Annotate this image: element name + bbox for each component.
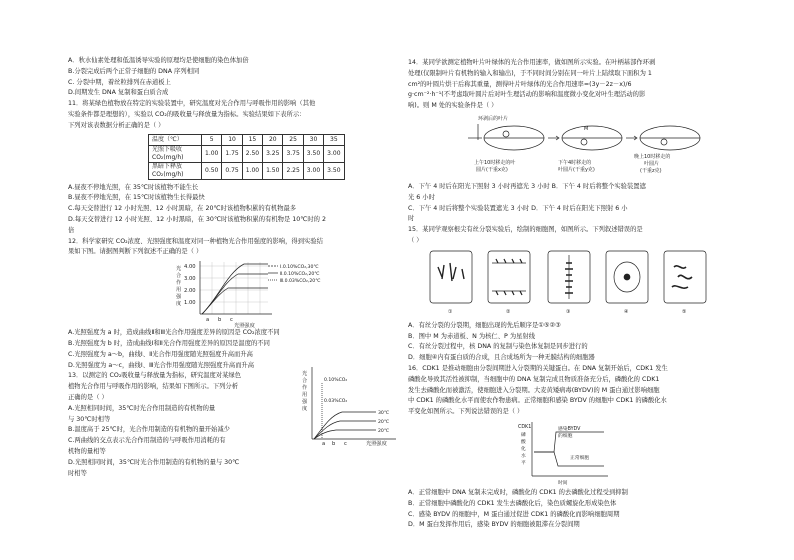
- stem-line: 下列对该表数据分析正确的是（ ）: [68, 121, 165, 129]
- q14-leaf-diagram: [408, 112, 734, 182]
- ylabel-char: 作: [302, 385, 308, 392]
- stem-line: 实验条件都是理想的），实验以 CO₂的吸收量与释放量为指标。实验结果如下表所示：: [68, 110, 306, 118]
- stem-line: 正确的是（ ）: [68, 393, 108, 401]
- option-line: C．下午 4 时后将整个实验装置遮光 3 小时 D．下午 4 时后在阳光下照射 6 小: [408, 204, 628, 212]
- ylabel-char: 水: [521, 453, 526, 459]
- option-line: 机物的量相等: [68, 447, 106, 455]
- table-cell: 5: [202, 134, 222, 145]
- q15-cell-diagrams: [408, 247, 734, 321]
- q11-stem: [68, 99, 390, 131]
- option-line: D.每天交替进行 12 小时光照、12 小时黑暗，在 30℃时该植物积累的有机物是 10℃时的 2: [68, 215, 326, 223]
- series-label: 的细胞: [558, 433, 573, 439]
- stem-line: 13．以测定的 CO₂吸收量与释放量为指标，研究温度对某绿色: [68, 372, 242, 380]
- stem-line: 15．某同学观察根尖有丝分裂实验后，绘制的细胞图，如图所示。下列叙述错误的是: [408, 226, 643, 234]
- table-cell: 3.50: [324, 162, 344, 179]
- ylabel-char: 平: [521, 460, 526, 466]
- ytick-label: 3.00: [184, 276, 196, 283]
- q16-graph: [408, 418, 734, 488]
- stem-line: 11．将某绿色植物放在特定的实验装置中，研究温度对光合作用与呼吸作用的影响（其他: [68, 100, 316, 108]
- xtick-label: c: [344, 441, 347, 448]
- legend-entry: 0.10%CO₂: [324, 378, 348, 384]
- row-label-line: CO₂(mg/h): [152, 153, 184, 161]
- xaxis-label: 时间: [558, 480, 568, 486]
- xtick-label: a: [322, 441, 326, 448]
- option-line: 与 30℃时相等: [68, 415, 111, 423]
- option-line: A．下午 4 时后在阳光下照射 3 小时再遮光 3 小时 B．下午 4 时后将整个实验装置遮: [408, 182, 646, 190]
- stem-line: 16．CDK1 是推动细胞由分裂间期进入分裂期的关键蛋白。在 DNA 复制开始后，CDK1 发生: [408, 364, 668, 372]
- table-row-label: [149, 145, 202, 162]
- chromosomes-1: [438, 263, 464, 281]
- stem-line: 平变化如图所示。下列说法错误的是（ ）: [408, 408, 524, 416]
- option-line: C.光照强度为 a～b，曲线Ⅰ、Ⅱ光合作用强度随光照强度升高而升高: [68, 350, 253, 358]
- nucleolus-4: [624, 274, 630, 280]
- option-line: 光 6 小时: [408, 193, 435, 201]
- q10-options: [68, 56, 390, 99]
- table-cell: 25: [283, 134, 303, 145]
- option-line: A.昼夜不停地光照，在 35℃时该植物不能生长: [68, 183, 199, 191]
- row-label-line: 光照下吸收: [152, 145, 183, 153]
- ylabel-char: CDK1: [518, 424, 532, 430]
- table-cell: 3.25: [263, 145, 283, 162]
- leaf-disc: [581, 139, 587, 145]
- stem-line: 果如下图。请据图判断下列叙述不正确的是（ ）: [68, 248, 203, 256]
- stem-line: 磷酸化导致其活性被抑制，当细胞中的 DNA 复制完成且物质准备充分后，磷酸化的 CDK1: [408, 375, 660, 383]
- caption-line: 叶圆片: [644, 160, 660, 167]
- xtick-label: a: [206, 317, 210, 324]
- option-line: C．感染 BYDV 的细胞中，M 蛋白通过促进 CDK1 的磷酸化而影响细胞周期: [408, 510, 620, 518]
- xaxis-label: 光照强度: [366, 441, 387, 448]
- legend-entry: 0.03%CO₂: [324, 399, 348, 405]
- cell-label: ④: [624, 308, 629, 315]
- table-row: [149, 134, 345, 145]
- q15-options: [408, 321, 734, 364]
- curve-0.03-20: [314, 430, 376, 439]
- right-column: [408, 58, 734, 531]
- option-line: D.光照强度为 a～c，曲线Ⅰ、Ⅲ光合作用强度随光照强度升高而升高: [68, 361, 255, 369]
- caption-line: 叶圆片(干重y克): [558, 166, 595, 173]
- ylabel-char: 度: [176, 301, 182, 308]
- leaf-disc: [503, 131, 509, 137]
- cell-label: ②: [506, 308, 511, 315]
- cell-label: ③: [566, 308, 571, 315]
- option-line: C.两曲线的交点表示光合作用制造的与呼吸作用消耗的有: [68, 437, 226, 445]
- leaf-disc: [661, 139, 667, 145]
- curve-temp-label: 20℃: [378, 429, 390, 435]
- q12-graph: [68, 258, 390, 328]
- q13-block: [68, 371, 390, 479]
- option-line: B.昼夜不停地光照，在 15℃时该植物生长得最快: [68, 194, 205, 202]
- table-cell: 1.75: [222, 145, 242, 162]
- option-line: 时相等: [68, 469, 87, 477]
- table-cell: 10: [222, 134, 242, 145]
- table-cell: 1.50: [263, 162, 283, 179]
- caption-line: 圆片(干重x克): [476, 166, 508, 173]
- chromosomes-2: [496, 259, 522, 295]
- option-line: B．正常细胞中磷酸化的 CDK1 发生去磷酸化后，染色质螺旋化形成染色体: [408, 499, 617, 507]
- caption-line: 上午10时移走的叶: [474, 159, 516, 166]
- option-line: A．秋水仙素处理和低温诱导实验的原理均是使细胞的染色体加倍: [68, 57, 249, 64]
- stem-line: （ ）: [408, 236, 423, 244]
- option-line: B．图中 M 为赤道板、N 为核仁、P 为星射线: [408, 332, 536, 340]
- q15-stem: [408, 225, 734, 247]
- row-label-line: CO₂(mg/h): [152, 170, 184, 178]
- legend-entry: Ⅰ.0.10%CO₂,30℃: [280, 265, 319, 271]
- cell-2: [488, 251, 530, 303]
- cell-label: ①: [448, 308, 453, 315]
- ylabel-char: 光: [176, 266, 182, 273]
- option-line: A.光照强度为 a 时，造成曲线Ⅱ和Ⅲ光合作用强度差异的原因是 CO₂浓度不同: [68, 329, 280, 337]
- q14-stem: [408, 58, 734, 112]
- m-label: M: [584, 125, 589, 132]
- ylabel-char: 作: [176, 280, 182, 287]
- ylabel-char: 磷: [521, 432, 526, 438]
- curve-0.10-30: [314, 412, 376, 439]
- stem-line: 中 CDK1 的磷酸化水平而使农作物患病。正常细胞和感染 BYDV 的细胞中 CDK1 的磷酸化水: [408, 397, 667, 405]
- caption-line: (干重z克): [640, 167, 662, 174]
- table-cell: 30: [303, 134, 323, 145]
- stem-line: 响)。则 M 处的实验条件是（ ）: [408, 102, 498, 110]
- option-line: D．细胞④内有蛋白质的合成，且合成场所为一种无膜结构的细胞器: [408, 354, 595, 362]
- temperature-table: [148, 134, 345, 180]
- table-cell: 3.50: [303, 145, 323, 162]
- option-line: D．M 蛋白发挥作用后，感染 BYDV 的细胞被阻滞在分裂间期: [408, 521, 580, 529]
- figure-label: 环剥后的叶片: [478, 115, 509, 122]
- stem-line: 处理(仅限制叶片有机物的输入和输出)，于不同时间分别在同一叶片上陆续取下面积为 1: [408, 69, 652, 77]
- table-cell: 3.00: [303, 162, 323, 179]
- ylabel-char: 化: [521, 446, 526, 452]
- table-cell: 3.75: [283, 145, 303, 162]
- table-cell: 1.00: [202, 145, 222, 162]
- table-cell: 1.00: [242, 162, 262, 179]
- option-line: 时: [408, 215, 415, 223]
- table-cell: 20: [263, 134, 283, 145]
- table-cell: 35: [324, 134, 344, 145]
- q11-options: [68, 183, 390, 237]
- table-cell: 2.25: [283, 162, 303, 179]
- option-line: D.间期发生 DNA 复制和蛋白质合成: [68, 89, 169, 97]
- ylabel-char: 强: [302, 399, 308, 406]
- option-line: B.光照强度为 b 时，造成曲线Ⅰ和Ⅱ光合作用强度差异的原因是温度的不同: [68, 339, 270, 347]
- series-label: 感染BYDV: [558, 426, 581, 432]
- option-line: 倍: [68, 226, 75, 234]
- curve-normal: [534, 452, 604, 466]
- ylabel-char: 强: [176, 294, 182, 301]
- legend-entry: Ⅱ.0.10%CO₂,20℃: [280, 272, 320, 278]
- option-line: C．有丝分裂过程中，核 DNA 的复制与染色体复制是同步进行的: [408, 343, 588, 351]
- ytick-label: 1.00: [184, 300, 196, 307]
- stem-line: 发生去磷酸化而被激活，使细胞进入分裂期。大麦黄矮病毒(BYDV)的 M 蛋白通过影响细胞: [408, 386, 660, 394]
- xtick-label: c: [230, 317, 233, 324]
- option-line: D.光照相同时间，35℃时光合作用制造的有机物的量与 30℃: [68, 458, 240, 466]
- option-line: A.光照相同时间，35℃时光合作用制造的有机物的量: [68, 404, 216, 412]
- q16-figure: [408, 418, 734, 488]
- ylabel-char: 用: [176, 287, 182, 294]
- ylabel-char: 酸: [521, 439, 526, 445]
- ylabel-char: 光: [302, 371, 308, 378]
- q16-stem: [408, 364, 734, 418]
- stem-line: 14．某同学欲测定植物叶片叶绿体的光合作用速率，做如图所示实验。在叶柄基部作环剥: [408, 59, 656, 66]
- q12-stem: [68, 237, 390, 259]
- cell-label: ⑤: [682, 308, 687, 315]
- q13-graph: [302, 363, 398, 449]
- option-line: A．正常细胞中 DNA 复制未完成时，磷酸化的 CDK1 的去磷酸化过程受到抑制: [408, 488, 628, 496]
- ylabel-char: 合: [302, 378, 308, 385]
- q14-options: [408, 182, 734, 225]
- table-row: [149, 162, 345, 179]
- table-cell: 0.50: [202, 162, 222, 179]
- table-cell: 2.50: [242, 145, 262, 162]
- left-column: [68, 56, 390, 479]
- xtick-label: b: [332, 441, 336, 448]
- ytick-label: 4.00: [184, 264, 196, 271]
- curve-temp-label: 30℃: [378, 411, 390, 417]
- option-line: C. 分裂中期，着丝粒排列在赤道板上: [68, 78, 171, 86]
- table-cell: 3.00: [324, 145, 344, 162]
- option-line: B.温度高于 25℃时，光合作用制造的有机物的量开始减少: [68, 426, 230, 434]
- option-line: B.分裂完成后两个正常子细胞的 DNA 序列相同: [68, 67, 200, 75]
- ylabel-char: 合: [176, 273, 182, 280]
- table-row: [149, 145, 345, 162]
- caption-line: 下午4时移走的: [558, 159, 592, 166]
- ytick-label: 2.00: [184, 288, 196, 295]
- q12-figure: [68, 258, 390, 328]
- stem-line: cm²的叶圆片烘干后称其重量，测得叶片叶绿体的光合作用速率=(3y－2z－x)/6: [408, 80, 632, 88]
- q16-options: [408, 488, 734, 531]
- stem-line: 12．科学家研究 CO₂浓度、光照强度和温度对同一种植物光合作用强度的影响，得到实验结: [68, 237, 323, 245]
- legend-entry: Ⅲ.0.03%CO₂,20℃: [280, 279, 321, 285]
- series-label: 正常细胞: [570, 455, 590, 461]
- ylabel-char: 度: [302, 406, 308, 413]
- table-cell: 0.75: [222, 162, 242, 179]
- caption-line: 晚上10时移走的: [634, 153, 671, 160]
- q15-figure: [408, 247, 734, 321]
- option-line: C.每天交替进行 12 小时光照、12 小时黑暗，在 20℃时该植物积累的有机物最多: [68, 205, 297, 213]
- xaxis-label: 光照强度: [234, 323, 255, 329]
- q14-figure: [408, 112, 734, 182]
- table-header-label: 温度（℃）: [149, 134, 202, 145]
- stem-line: g·cm⁻²·h⁻¹(不考虑取叶圆片后对叶生理活动的影响和温度微小变化对叶生理活动的影: [408, 91, 646, 99]
- table-row-label: [149, 162, 202, 179]
- q13-text: [68, 371, 280, 479]
- row-label-line: 黑暗下释放: [152, 162, 183, 170]
- table-cell: 15: [242, 134, 262, 145]
- curve-temp-label: 20℃: [378, 420, 390, 426]
- stem-line: 植物光合作用与呼吸作用的影响，结果如下图所示。下列分析: [68, 383, 239, 391]
- chromosomes-5: [672, 266, 692, 288]
- xtick-label: b: [218, 317, 222, 324]
- option-line: A．有丝分裂的分裂期，细胞出现的先后顺序是①⑤②③: [408, 321, 561, 329]
- ylabel-char: 用: [302, 392, 308, 399]
